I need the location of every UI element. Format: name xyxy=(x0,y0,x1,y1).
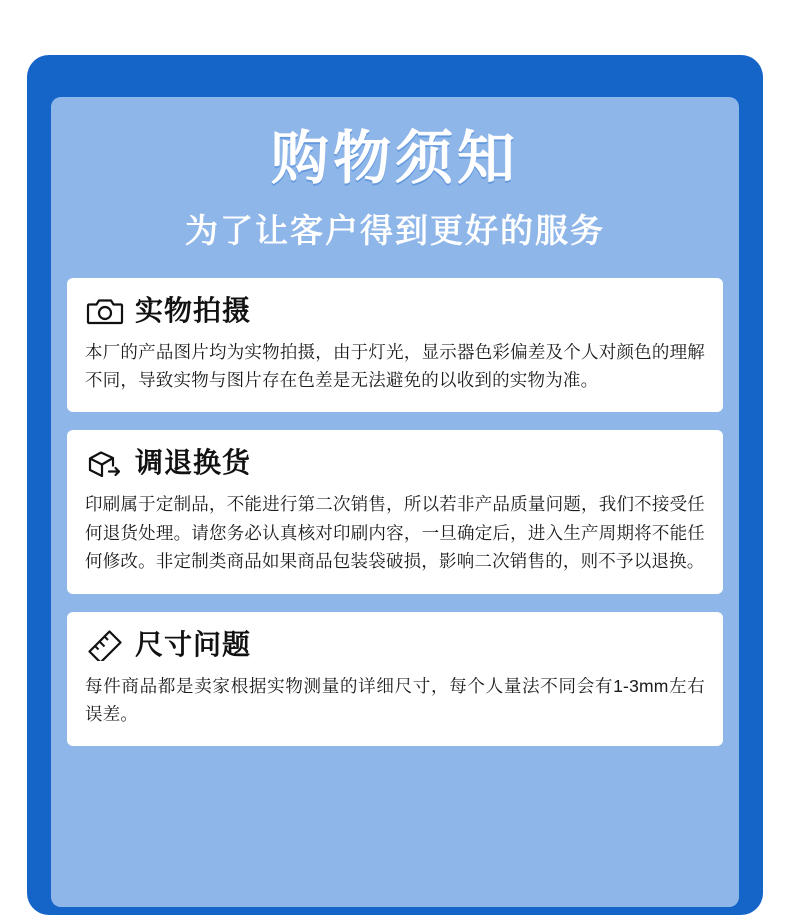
page-subtitle: 为了让客户得到更好的服务 xyxy=(185,211,605,249)
card-body: 每件商品都是卖家根据实物测量的详细尺寸，每个人量法不同会有1-3mm左右误差。 xyxy=(85,675,705,724)
notice-card xyxy=(67,612,723,747)
notice-card xyxy=(67,430,723,593)
card-body: 印刷属于定制品，不能进行第二次销售，所以若非产品质量问题，我们不接受任何退货处理。请您务必认真核对印刷内容，一旦确定后，进入生产周期将不能任何修改。非定制类商品如果商品包装袋破损，影响二次销售的，则不予以退换。 xyxy=(85,494,705,572)
inner-panel xyxy=(51,97,739,907)
camera-icon xyxy=(85,294,125,328)
card-header xyxy=(85,446,705,480)
card-title: 调退换货 xyxy=(135,447,252,479)
ruler-icon xyxy=(85,628,125,662)
notice-card-list xyxy=(51,278,739,746)
page-title: 购物须知 xyxy=(270,126,519,191)
return-box-icon xyxy=(85,446,125,480)
notice-card xyxy=(67,278,723,413)
card-body: 本厂的产品图片均为实物拍摄，由于灯光，显示器色彩偏差及个人对颜色的理解不同，导致实物与图片存在色差是无法避免的以收到的实物为准。 xyxy=(85,341,705,391)
card-title: 尺寸问题 xyxy=(135,628,252,660)
card-header xyxy=(85,628,705,662)
card-header xyxy=(85,294,705,328)
card-title: 实物拍摄 xyxy=(135,294,252,326)
